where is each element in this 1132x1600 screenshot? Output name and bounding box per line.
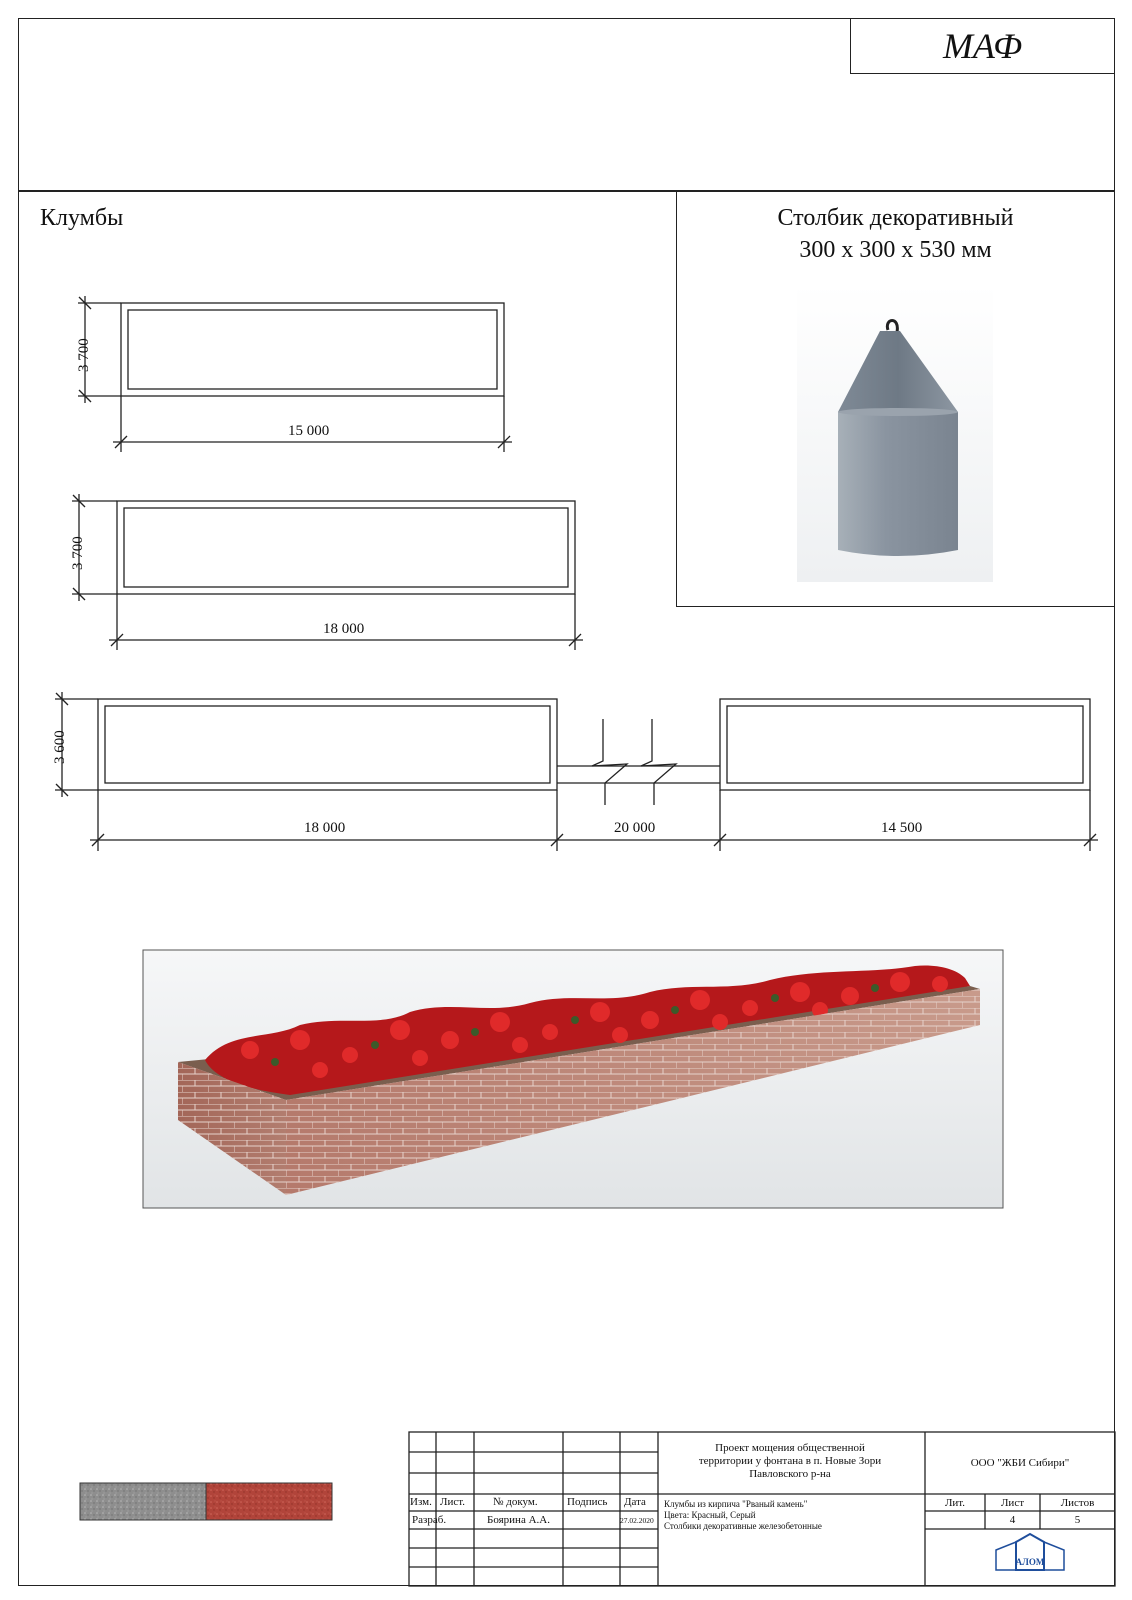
bed1-width-dim: 15 000 (288, 423, 330, 439)
stamp-sheets-label: Листов (1060, 1497, 1095, 1509)
bed1-height-dim: 3 700 (76, 338, 92, 372)
stamp-col-doc: № докум. (493, 1496, 538, 1508)
stamp-col-sign: Подпись (567, 1496, 608, 1508)
stamp-desc-line3: Столбики декоративные железобетонные (664, 1521, 822, 1531)
bed3-right-width-dim: 14 500 (881, 820, 923, 836)
stamp-col-izm: Изм. (410, 1496, 432, 1508)
stamp-desc-line2: Цвета: Красный, Серый (664, 1510, 756, 1520)
post-title-line1: Столбик декоративный (777, 205, 1014, 231)
stamp-col-list: Лист. (440, 1496, 465, 1508)
stamp-role: Разраб. (412, 1514, 447, 1526)
stamp-author: Боярина А.А. (487, 1514, 550, 1526)
flowerbeds-title: Клумбы (40, 205, 124, 231)
stamp-col-date: Дата (624, 1496, 646, 1508)
stamp-sheet-label: Лист (1000, 1497, 1025, 1509)
stamp-sheet-number: 4 (1009, 1514, 1016, 1526)
post-title-line2: 300 х 300 х 530 мм (799, 237, 992, 263)
stamp-project-title: Проект мощения общественной территории у фонтана в п. Новые Зори Павловского р-на (698, 1442, 882, 1480)
bed3-left-width-dim: 18 000 (304, 820, 346, 836)
stamp-desc-line1: Клумбы из кирпича "Рваный камень" (664, 1499, 808, 1509)
bed2-height-dim: 3 700 (70, 536, 86, 570)
stamp-lit-label: Лит. (944, 1497, 966, 1509)
stamp-sheets-total: 5 (1074, 1514, 1081, 1526)
stamp-date: 27.02.2020 (620, 1516, 654, 1525)
stamp-company: ООО "ЖБИ Сибири" (970, 1457, 1070, 1469)
bed2-width-dim: 18 000 (323, 621, 365, 637)
sheet-title: МАФ (942, 26, 1023, 66)
bed3-height-dim: 3 600 (52, 730, 68, 764)
bed3-gap-dim: 20 000 (614, 820, 656, 836)
color-swatches (80, 1483, 332, 1520)
flowerbed-render (143, 950, 1003, 1208)
stamp-logo-text: АЛОМ (1015, 1557, 1045, 1567)
post-render (797, 284, 993, 582)
